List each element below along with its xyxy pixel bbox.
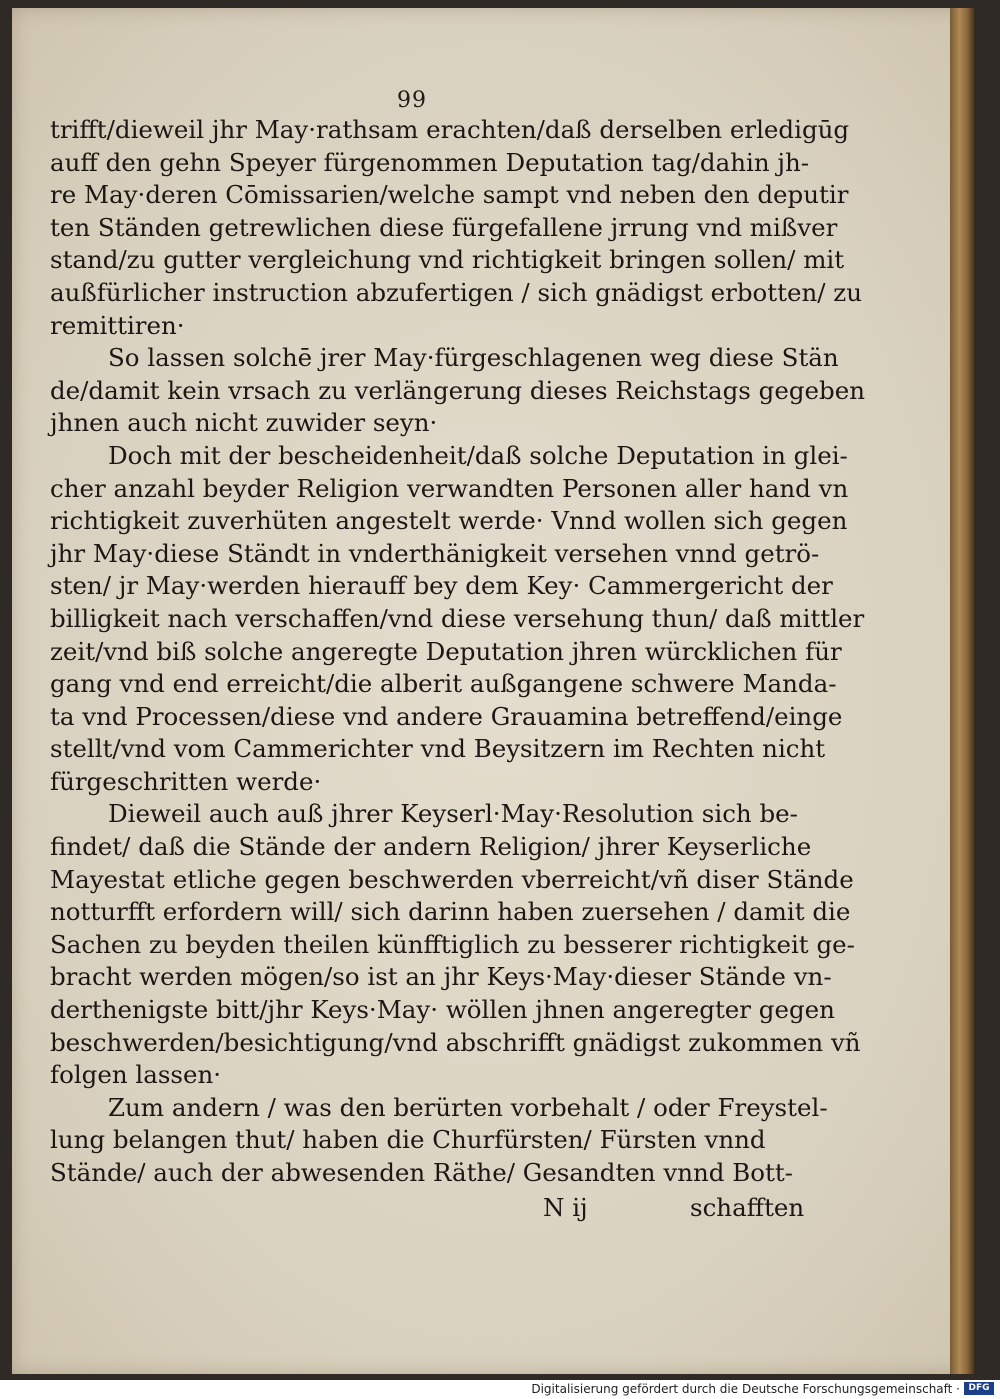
text-line: ten Ständen getrewlichen diese fürgefallene jrrung vnd mißver bbox=[50, 212, 838, 242]
text-line: Stände/ auch der abwesenden Räthe/ Gesandten vnnd Bott- bbox=[50, 1158, 793, 1187]
text-line: notturfft erfordern will/ sich darinn haben zuersehen / damit die bbox=[50, 897, 851, 927]
text-line: auff den gehn Speyer fürgenommen Deputation tag/dahin jh- bbox=[50, 147, 810, 177]
text-line: jhnen auch nicht zuwider seyn· bbox=[50, 408, 438, 438]
text-line: fürgeschritten werde· bbox=[50, 766, 322, 796]
text-line: Dieweil auch auß jhrer Keyserl·May·Resolution sich be- bbox=[108, 799, 798, 829]
footer-credit: Digitalisierung gefördert durch die Deutsche Forschungsgemeinschaft · bbox=[531, 1382, 960, 1396]
text-line: derthenigste bitt/jhr Keys·May· wöllen jhnen angeregter gegen bbox=[50, 995, 835, 1025]
text-line: remittiren· bbox=[50, 310, 185, 340]
text-line: billigkeit nach verschaffen/vnd diese versehung thun/ daß mittler bbox=[50, 603, 865, 633]
text-line: trifft/dieweil jhr May·rathsam erachten/daß derselben erledigūg bbox=[50, 115, 850, 144]
book-binding-edge bbox=[950, 8, 974, 1374]
text-line: jhr May·diese Ständt in vnderthänigkeit versehen vnnd getrö- bbox=[50, 538, 820, 568]
text-line: gang vnd end erreicht/die alberit außgangene schwere Manda- bbox=[50, 669, 837, 699]
text-line: stellt/vnd vom Cammerichter vnd Beysitzern im Rechten nicht bbox=[50, 734, 826, 764]
text-line: findet/ daß die Stände der andern Religion/ jhrer Keyserliche bbox=[50, 832, 812, 862]
text-line: Mayestat etliche gegen beschwerden vberreicht/vñ diser Stände bbox=[50, 864, 854, 894]
text-line: lung belangen thut/ haben die Churfürsten/ Fürsten vnnd bbox=[50, 1125, 766, 1155]
catchword: schafften bbox=[690, 1193, 805, 1222]
text-line: cher anzahl beyder Religion verwandten Personen aller hand vn bbox=[50, 473, 849, 503]
page-number: 99 bbox=[397, 88, 427, 113]
signature-mark: N ij bbox=[543, 1193, 588, 1222]
text-line: stand/zu gutter vergleichung vnd richtigkeit bringen sollen/ mit bbox=[50, 245, 845, 275]
text-line: außfürlicher instruction abzufertigen / sich gnädigst erbotten/ zu bbox=[50, 277, 862, 307]
text-line: beschwerden/besichtigung/vnd abschrifft gnädigst zukommen vñ bbox=[50, 1027, 861, 1057]
text-line: So lassen solchē jrer May·fürgeschlagenen weg diese Stän bbox=[108, 343, 839, 373]
text-line: re May·deren Cōmissarien/welche sampt vnd neben den deputir bbox=[50, 180, 849, 210]
text-line: sten/ jr May·werden hierauff bey dem Key· Cammergericht der bbox=[50, 571, 833, 601]
text-line: bracht werden mögen/so ist an jhr Keys·May·dieser Stände vn- bbox=[50, 962, 832, 992]
text-line: Doch mit der bescheidenheit/daß solche Deputation in glei- bbox=[108, 440, 848, 470]
text-line: de/damit kein vrsach zu verlängerung dieses Reichstags gegeben bbox=[50, 375, 865, 405]
body-text bbox=[50, 114, 865, 1190]
page-footer-marks bbox=[50, 1193, 810, 1227]
dfg-logo: DFG bbox=[964, 1382, 994, 1395]
digitization-footer bbox=[0, 1380, 1000, 1399]
text-line: zeit/vnd biß solche angeregte Deputation jhren würcklichen für bbox=[50, 636, 842, 666]
text-line: Zum andern / was den berürten vorbehalt / oder Freystel- bbox=[108, 1092, 828, 1122]
text-line: richtigkeit zuverhüten angestelt werde· Vnnd wollen sich gegen bbox=[50, 506, 848, 536]
text-line: folgen lassen· bbox=[50, 1060, 222, 1090]
text-line: Sachen zu beyden theilen künfftiglich zu besserer richtigkeit ge- bbox=[50, 929, 855, 959]
text-line: ta vnd Processen/diese vnd andere Grauamina betreffend/einge bbox=[50, 701, 843, 731]
